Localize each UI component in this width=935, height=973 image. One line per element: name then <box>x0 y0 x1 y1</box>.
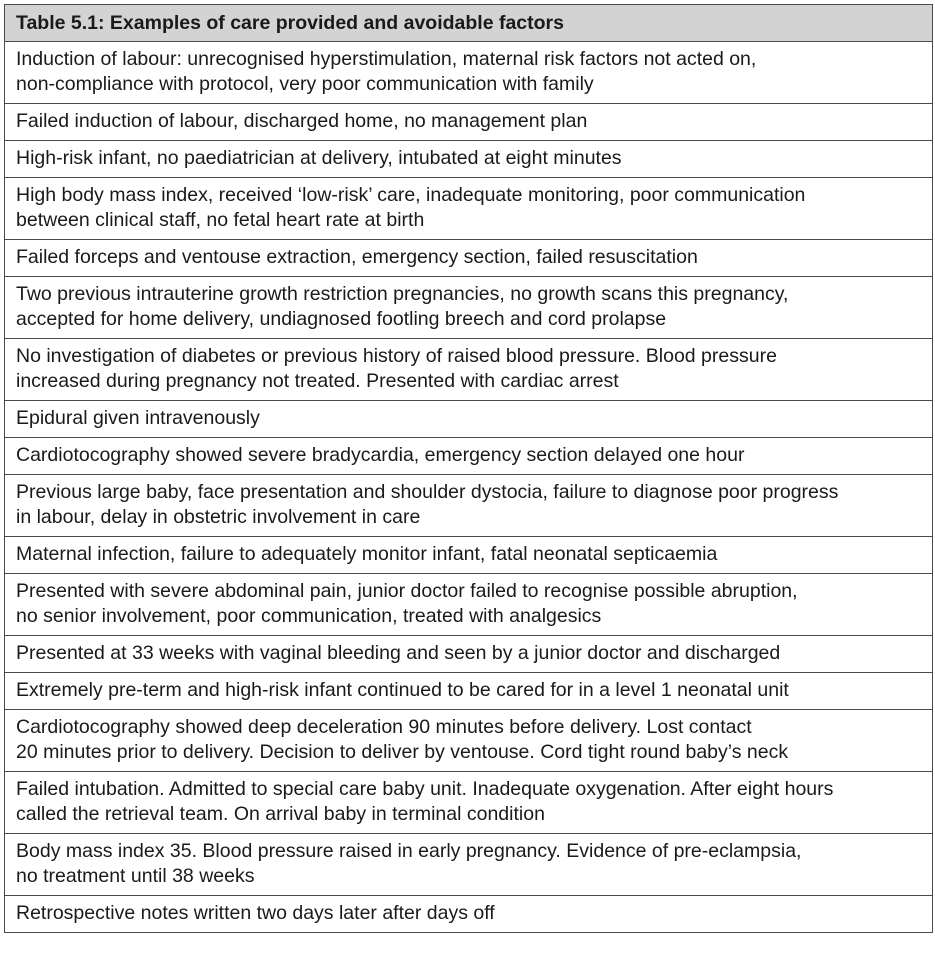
table-container <box>4 4 933 933</box>
table-cell: High-risk infant, no paediatrician at delivery, intubated at eight minutes <box>5 141 933 178</box>
table-row <box>5 574 933 636</box>
table-title: Table 5.1: Examples of care provided and avoidable factors <box>5 5 933 42</box>
table-cell: Failed intubation. Admitted to special care baby unit. Inadequate oxygenation. After eight hours called the retrieval team. On arrival baby in terminal condition <box>5 772 933 834</box>
table-row <box>5 178 933 240</box>
table-cell: No investigation of diabetes or previous history of raised blood pressure. Blood pressure increased during pregnancy not treated. Presented with cardiac arrest <box>5 339 933 401</box>
table-row <box>5 42 933 104</box>
table-cell: Extremely pre-term and high-risk infant continued to be cared for in a level 1 neonatal unit <box>5 673 933 710</box>
table-row <box>5 240 933 277</box>
table-cell: Previous large baby, face presentation and shoulder dystocia, failure to diagnose poor progress in labour, delay in obstetric involvement in care <box>5 475 933 537</box>
table-cell: Failed induction of labour, discharged home, no management plan <box>5 104 933 141</box>
table-row <box>5 710 933 772</box>
table-cell: Cardiotocography showed deep deceleration 90 minutes before delivery. Lost contact 20 minutes prior to delivery. Decision to deliver by ventouse. Cord tight round baby’s neck <box>5 710 933 772</box>
table-cell: Presented at 33 weeks with vaginal bleeding and seen by a junior doctor and discharged <box>5 636 933 673</box>
table-row <box>5 537 933 574</box>
table-cell: Epidural given intravenously <box>5 401 933 438</box>
table-cell: Retrospective notes written two days later after days off <box>5 896 933 933</box>
table-row <box>5 401 933 438</box>
table-row <box>5 834 933 896</box>
table-row <box>5 141 933 178</box>
table-row <box>5 277 933 339</box>
table-cell: Failed forceps and ventouse extraction, emergency section, failed resuscitation <box>5 240 933 277</box>
table-header-row <box>5 5 933 42</box>
table-row <box>5 339 933 401</box>
table-cell: Cardiotocography showed severe bradycardia, emergency section delayed one hour <box>5 438 933 475</box>
table-cell: Two previous intrauterine growth restriction pregnancies, no growth scans this pregnancy, accepted for home delivery, undiagnosed footling breech and cord prolapse <box>5 277 933 339</box>
table-cell: Presented with severe abdominal pain, junior doctor failed to recognise possible abruption, no senior involvement, poor communication, treated with analgesics <box>5 574 933 636</box>
table-row <box>5 104 933 141</box>
table-row <box>5 475 933 537</box>
table-body <box>5 42 933 933</box>
table-cell: High body mass index, received ‘low-risk’ care, inadequate monitoring, poor communication between clinical staff, no fetal heart rate at birth <box>5 178 933 240</box>
table-cell: Body mass index 35. Blood pressure raised in early pregnancy. Evidence of pre-eclampsia, no treatment until 38 weeks <box>5 834 933 896</box>
care-factors-table <box>4 4 933 933</box>
table-row <box>5 673 933 710</box>
table-row <box>5 636 933 673</box>
table-row <box>5 896 933 933</box>
table-cell: Maternal infection, failure to adequately monitor infant, fatal neonatal septicaemia <box>5 537 933 574</box>
table-row <box>5 438 933 475</box>
table-cell: Induction of labour: unrecognised hyperstimulation, maternal risk factors not acted on, non-compliance with protocol, very poor communication with family <box>5 42 933 104</box>
table-row <box>5 772 933 834</box>
